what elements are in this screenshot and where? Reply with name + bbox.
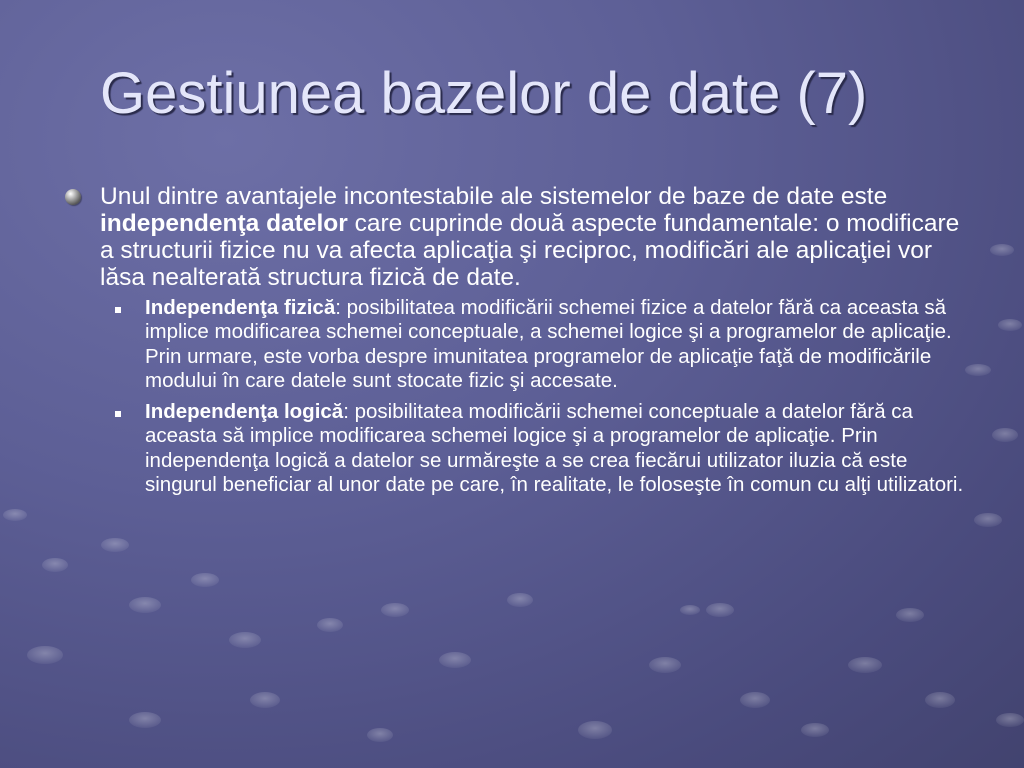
bullet-main xyxy=(100,183,970,291)
bullet-main-bold: independenţa datelor xyxy=(100,210,348,237)
sub-bullet-text: : posibilitatea modificării schemei fizice a datelor fără ca aceasta să implice modificarea schemei conceptuale, a schemei logice şi a programelor de aplicaţie. Prin urmare, este vorba despre imunitatea programelor de aplicaţie faţă de modificările modului în care datele sunt stocate fizic şi accesate. xyxy=(145,296,952,392)
sub-bullet-logical-independence xyxy=(145,400,975,497)
sub-bullet-text: : posibilitatea modificării schemei conceptuale a datelor fără ca aceasta să implice modificarea schemei logice şi a programelor de aplicaţie. Prin independenţa logică a datelor se urmăreşte a se crea fiecărui utilizator iluzia că este singurul beneficiar al unor date pe care, în realitate, le foloseşte în comun cu alţi utilizatori. xyxy=(145,400,964,497)
sub-bullet-physical-independence xyxy=(145,296,975,393)
bullet-main-text-before: Unul dintre avantajele incontestabile ale sistemelor de baze de date este xyxy=(100,183,888,210)
sub-bullet-bold: Independenţa logică xyxy=(145,400,344,424)
slide-title: Gestiunea bazelor de date (7) xyxy=(100,61,868,126)
bullet-ball-icon xyxy=(65,189,81,205)
square-bullet-icon xyxy=(115,411,121,417)
sub-bullet-bold: Independenţa fizică xyxy=(145,296,336,319)
slide-content xyxy=(0,183,1024,497)
square-bullet-icon xyxy=(115,307,121,313)
bullet-main-text-after: care cuprinde două aspecte fundamentale: o modificare a structurii fizice nu va afecta aplicaţia şi reciproc, modificări ale aplicaţiei vor lăsa nealterată structura fizică de date. xyxy=(100,210,960,291)
